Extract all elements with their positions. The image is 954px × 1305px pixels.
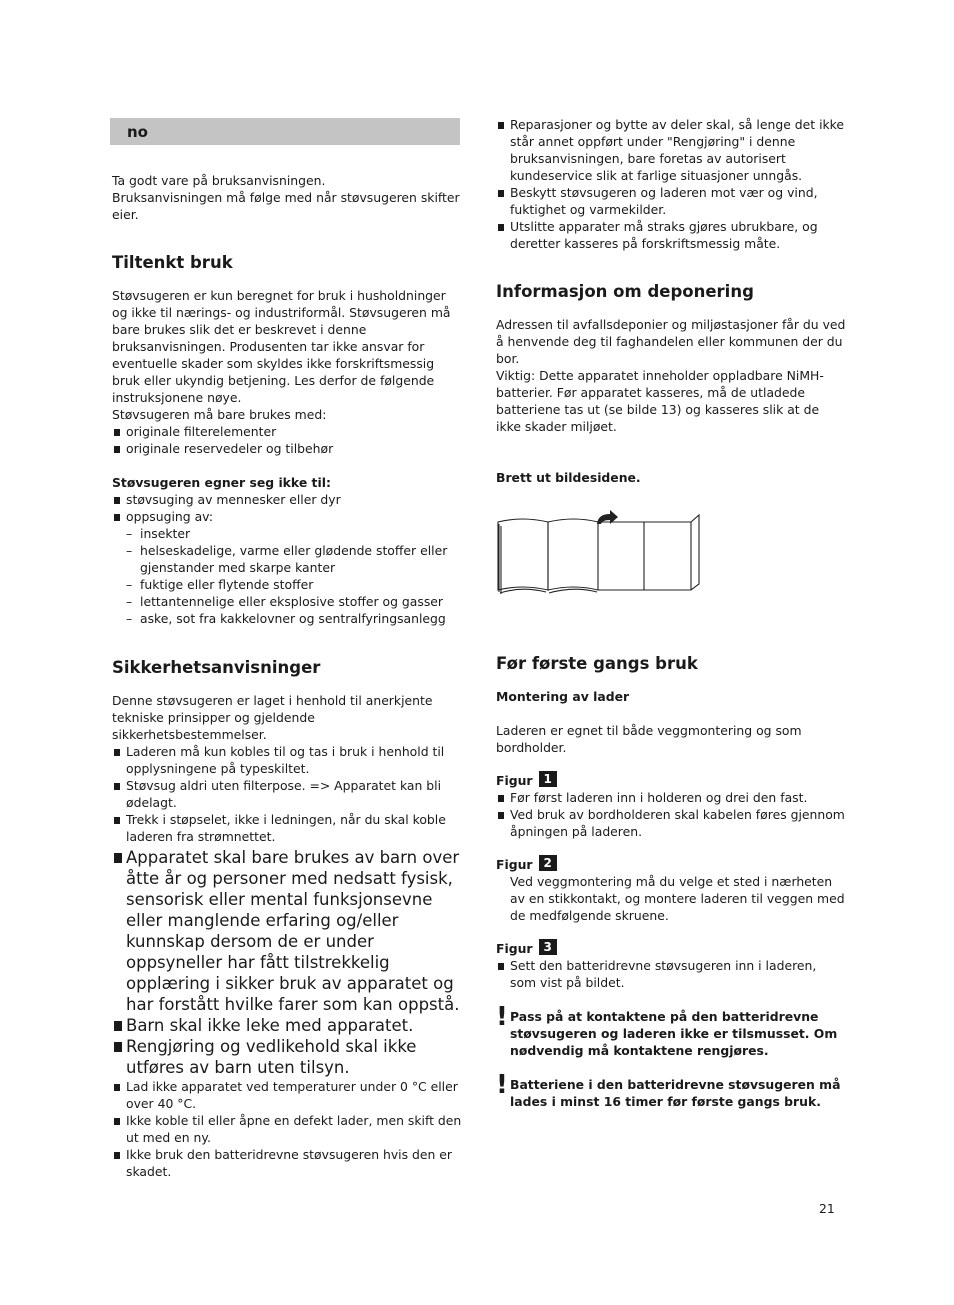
figur-text: Figur bbox=[496, 941, 533, 956]
montering-body: Laderen er egnet til både veggmontering og som bordholder. bbox=[496, 723, 802, 755]
figure-number-badge: 3 bbox=[539, 939, 557, 955]
tiltenkt-list bbox=[112, 423, 462, 457]
figure-number-badge: 2 bbox=[539, 855, 557, 871]
sikkerhet-list-2 bbox=[112, 1078, 462, 1180]
left-column bbox=[112, 116, 462, 1180]
list-item: Ved bruk av bordholderen skal kabelen føres gjennom åpningen på laderen. bbox=[496, 806, 846, 840]
sikkerhet-body: Denne støvsugeren er laget i henhold til anerkjente tekniske prinsipper og gjeldende sikkerhetsbestemmelser. bbox=[112, 693, 433, 742]
right-safety-list bbox=[496, 116, 846, 252]
not-suitable-list bbox=[112, 491, 462, 627]
exclamation-icon: ! bbox=[496, 1002, 508, 1032]
figure-2-text: Ved veggmontering må du velge et sted i nærheten av en stikkontakt, og montere laderen til veggen med de medfølgende skruene. bbox=[510, 874, 845, 923]
figure-2-label bbox=[496, 855, 846, 873]
tiltenkt-lead: Støvsugeren må bare brukes med: bbox=[112, 407, 327, 422]
deponering-p2: Viktig: Dette apparatet inneholder oppladbare NiMH-batterier. Før apparatet kasseres, må de utladede batteriene tas ut (se bilde 13) og kasseres slik at de ikke skader miljøet. bbox=[496, 368, 824, 434]
page-number: 21 bbox=[819, 1201, 835, 1216]
language-code: no bbox=[127, 123, 148, 141]
list-item: Før først laderen inn i holderen og drei den fast. bbox=[496, 789, 846, 806]
list-item: Støvsug aldri uten filterpose. => Apparatet kan bli ødelagt. bbox=[112, 777, 462, 811]
figure-1-list bbox=[496, 789, 846, 840]
deponering-p1: Adressen til avfallsdeponier og miljøstasjoner får du ved å henvende deg til faghandelen eller kommunen der du bor. bbox=[496, 317, 846, 366]
figure-number-badge: 1 bbox=[539, 771, 557, 787]
list-item: Rengjøring og vedlikehold skal ikke utføres av barn uten tilsyn. bbox=[112, 1036, 462, 1078]
forste-heading: Før første gangs bruk bbox=[496, 654, 698, 673]
brett-heading: Brett ut bildesidene. bbox=[496, 470, 641, 485]
tiltenkt-body: Støvsugeren er kun beregnet for bruk i husholdninger og ikke til nærings- og industriformål. Støvsugeren må bare brukes slik det er beskrevet i denne bruksanvisningen. Produsenten tar ikke ansvar for eventuelle skader som skyldes ikke forskriftsmessig bruk eller ukyndig betjening. Les derfor de følgende instruksjonene nøye. bbox=[112, 288, 451, 405]
list-item: støvsuging av mennesker eller dyr bbox=[112, 491, 462, 508]
list-item: originale filterelementer bbox=[112, 423, 462, 440]
intro-line-2: Bruksanvisningen må følge med når støvsugeren skifter eier. bbox=[112, 190, 460, 222]
list-item: Lad ikke apparatet ved temperaturer under 0 °C eller over 40 °C. bbox=[112, 1078, 462, 1112]
warning-text: Batteriene i den batteridrevne støvsugeren må lades i minst 16 timer før første gangs bruk. bbox=[510, 1077, 841, 1109]
list-item: Laderen må kun kobles til og tas i bruk i henhold til opplysningene på typeskiltet. bbox=[112, 743, 462, 777]
list-item: Ikke bruk den batteridrevne støvsugeren hvis den er skadet. bbox=[112, 1146, 462, 1180]
not-suitable-heading: Støvsugeren egner seg ikke til: bbox=[112, 475, 331, 490]
sub-list-item: – insekter bbox=[112, 525, 462, 542]
foldout-booklet-icon bbox=[496, 508, 706, 600]
warning-text: Pass på at kontaktene på den batteridrevne støvsugeren og laderen ikke er tilsmusset. Om nødvendig må kontaktene rengjøres. bbox=[510, 1009, 838, 1058]
sub-list-item: – aske, sot fra kakkelovner og sentralfyringsanlegg bbox=[112, 610, 462, 627]
list-item: Sett den batteridrevne støvsugeren inn i laderen, som vist på bildet. bbox=[496, 957, 846, 991]
right-column bbox=[496, 116, 846, 1110]
figure-1-label bbox=[496, 771, 846, 789]
list-item: Apparatet skal bare brukes av barn over åtte år og personer med nedsatt fysisk, sensorisk eller mental funksjonsevne eller manglende erfaring og/eller kunnskap dersom de er under oppsyneller har fått tilstrekkelig opplæring i sikker bruk av apparatet og har forstått hvilke farer som kan oppstå. bbox=[112, 847, 462, 1015]
sub-list-item: – fuktige eller flytende stoffer bbox=[112, 576, 462, 593]
figure-3-list bbox=[496, 957, 846, 991]
list-item: Beskytt støvsugeren og laderen mot vær og vind, fuktighet og varmekilder. bbox=[496, 184, 846, 218]
warning-charging bbox=[496, 1070, 846, 1110]
list-item: originale reservedeler og tilbehør bbox=[112, 440, 462, 457]
exclamation-icon: ! bbox=[496, 1070, 508, 1100]
tiltenkt-heading: Tiltenkt bruk bbox=[112, 253, 233, 272]
sikkerhet-large-list bbox=[112, 847, 462, 1078]
warning-contacts bbox=[496, 1002, 846, 1059]
list-item: Reparasjoner og bytte av deler skal, så lenge det ikke står annet oppført under "Rengjøring" i denne bruksanvisningen, bare foretas av autorisert kundeservice slik at farlige situasjoner unngås. bbox=[496, 116, 846, 184]
figure-3-label bbox=[496, 939, 846, 957]
sub-list-item: – lettantennelige eller eksplosive stoffer og gasser bbox=[112, 593, 462, 610]
list-item: Trekk i støpselet, ikke i ledningen, når du skal koble laderen fra strømnettet. bbox=[112, 811, 462, 845]
list-item: oppsuging av: bbox=[112, 508, 462, 525]
intro-line-1: Ta godt vare på bruksanvisningen. bbox=[112, 173, 326, 188]
sub-list-item: – helseskadelige, varme eller glødende stoffer eller gjenstander med skarpe kanter bbox=[112, 542, 462, 576]
figur-text: Figur bbox=[496, 857, 533, 872]
figur-text: Figur bbox=[496, 773, 533, 788]
montering-subheading: Montering av lader bbox=[496, 689, 630, 704]
sikkerhet-list-1 bbox=[112, 743, 462, 845]
sikkerhet-heading: Sikkerhetsanvisninger bbox=[112, 658, 321, 677]
list-item: Utslitte apparater må straks gjøres ubrukbare, og deretter kasseres på forskriftsmessig måte. bbox=[496, 218, 846, 252]
list-item: Ikke koble til eller åpne en defekt lader, men skift den ut med en ny. bbox=[112, 1112, 462, 1146]
list-item: Barn skal ikke leke med apparatet. bbox=[112, 1015, 462, 1036]
deponering-heading: Informasjon om deponering bbox=[496, 282, 754, 301]
